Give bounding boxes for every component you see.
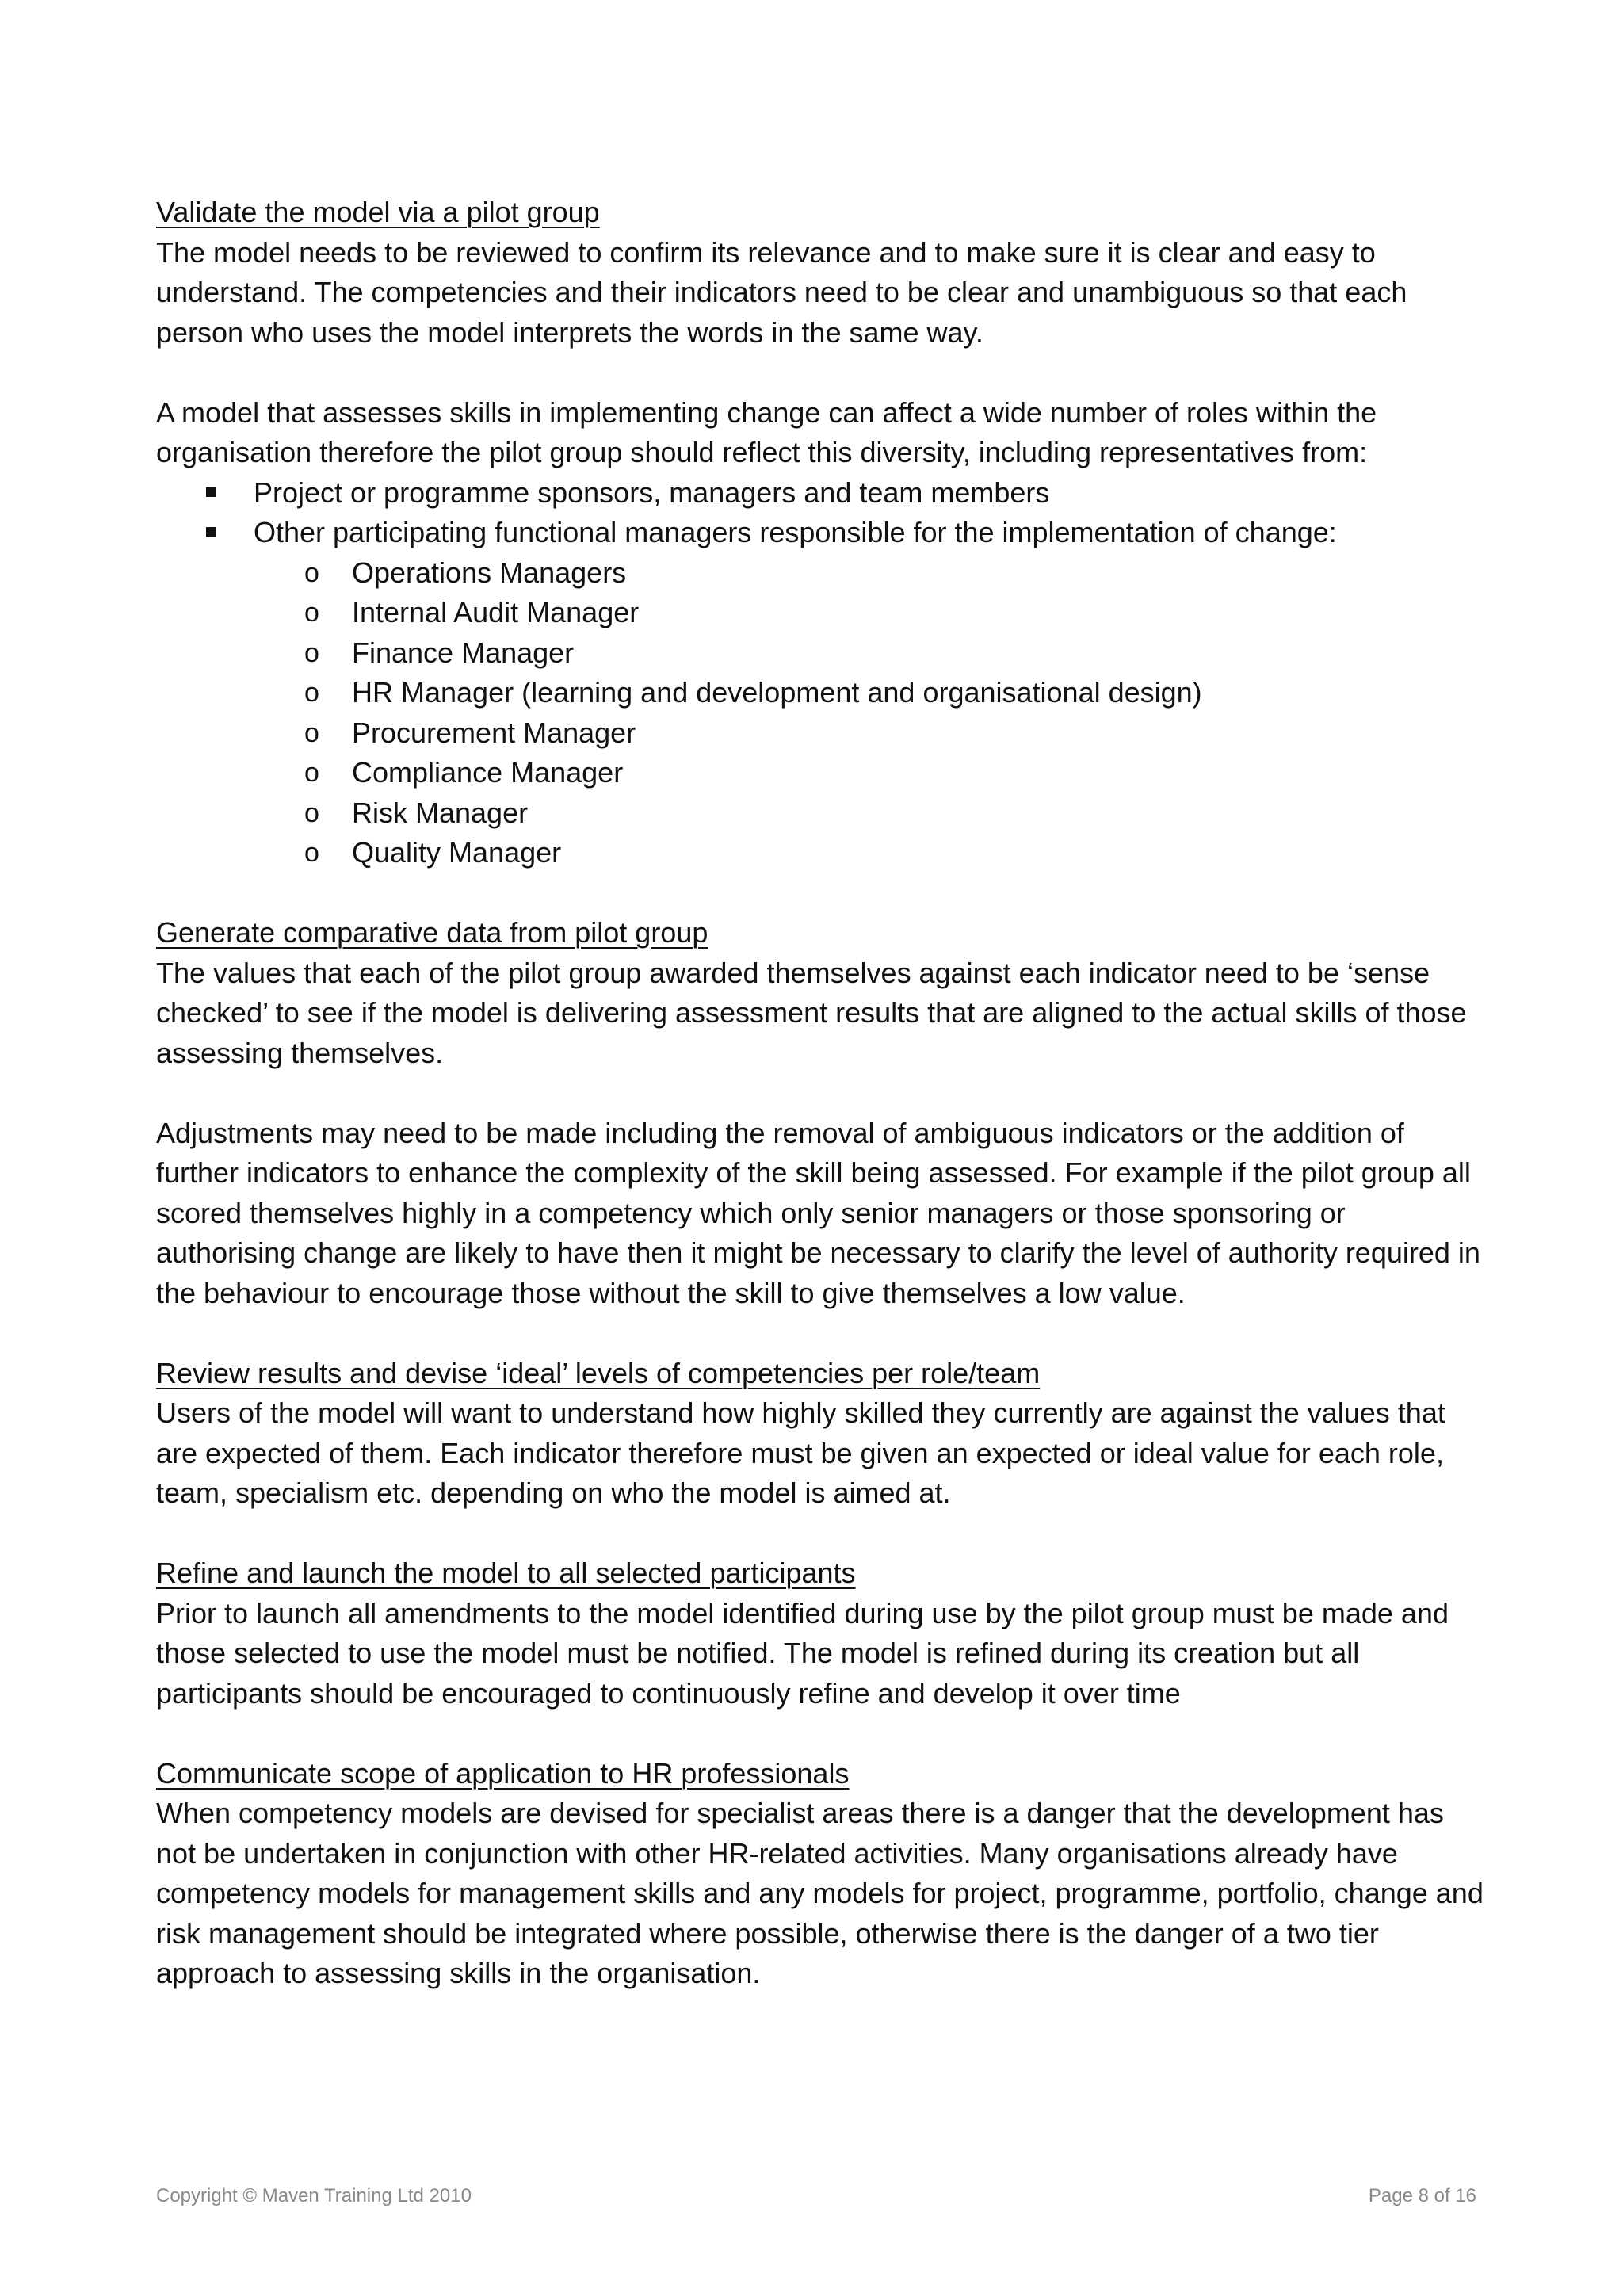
paragraph: Adjustments may need to be made including the removal of ambiguous indicators or the addition of further indicators to enhance the complexity of the skill being assessed. For example if the pilot group all scored themselves highly in a competency which only senior managers or those sponsoring or authorising change are likely to have then it might be necessary to clarify the level of authority required in the behaviour to encourage those without the skill to give themselves a low value. bbox=[156, 1116, 1480, 1309]
paragraph: A model that assesses skills in implementing change can affect a wide number of roles within the organisation therefore the pilot group should reflect this diversity, including representatives from: bbox=[156, 395, 1377, 468]
section-heading: Communicate scope of application to HR professionals bbox=[156, 1756, 850, 1790]
section-heading: Generate comparative data from pilot group bbox=[156, 916, 708, 949]
list-item: Other participating functional managers responsible for the implementation of change: o Operations Managers o Internal Audit Manager o Finance Manager o HR Manager (learning and development and organisational design) o Procurement Manager o Compliance Manager o Risk Manager o Quality Manager bbox=[254, 513, 1487, 873]
footer-page-number: Page 8 of 16 bbox=[1368, 2185, 1476, 2206]
circle-bullet-icon: o bbox=[304, 758, 319, 788]
circle-bullet-icon: o bbox=[304, 637, 319, 668]
sub-list-item: o Procurement Manager bbox=[352, 713, 1487, 754]
sub-bullet-list bbox=[254, 553, 1487, 873]
footer-copyright: Copyright © Maven Training Ltd 2010 bbox=[156, 2185, 472, 2206]
circle-bullet-icon: o bbox=[304, 598, 319, 628]
sub-list-item: o Internal Audit Manager bbox=[352, 593, 1487, 633]
circle-bullet-icon: o bbox=[304, 557, 319, 588]
bullet-list bbox=[156, 473, 1487, 873]
paragraph: Prior to launch all amendments to the model identified during use by the pilot group must be made and those selected to use the model must be notified. The model is refined during its creation but all participants should be encouraged to continuously refine and develop it over time bbox=[156, 1596, 1449, 1710]
paragraph: When competency models are devised for specialist areas there is a danger that the development has not be undertaken in conjunction with other HR-related activities. Many organisations already have competency models for management skills and any models for project, programme, portfolio, change and risk management should be integrated where possible, otherwise there is the danger of a two tier approach to assessing skills in the organisation. bbox=[156, 1797, 1484, 1989]
sub-list-item: o HR Manager (learning and development and organisational design) bbox=[352, 673, 1487, 713]
section-heading: Refine and launch the model to all selected participants bbox=[156, 1557, 856, 1589]
sub-list-item: o Risk Manager bbox=[352, 793, 1487, 834]
sub-list-item: o Finance Manager bbox=[352, 633, 1487, 674]
paragraph: The model needs to be reviewed to confirm its relevance and to make sure it is clear and easy to understand. The competencies and their indicators need to be clear and unambiguous so that each person who uses the model interprets the words in the same way. bbox=[156, 235, 1407, 349]
circle-bullet-icon: o bbox=[304, 838, 319, 868]
square-bullet-icon bbox=[206, 527, 216, 537]
list-item: Project or programme sponsors, managers and team members bbox=[254, 473, 1487, 514]
sub-list-item: o Compliance Manager bbox=[352, 753, 1487, 793]
paragraph: Users of the model will want to understand how highly skilled they currently are against the values that are expected of them. Each indicator therefore must be given an expected or ideal value for each role, team, specialism etc. depending on who the model is aimed at. bbox=[156, 1396, 1445, 1509]
sub-list-item: o Quality Manager bbox=[352, 833, 1487, 873]
document-body bbox=[156, 193, 1487, 1994]
circle-bullet-icon: o bbox=[304, 717, 319, 748]
sub-list-item: o Operations Managers bbox=[352, 553, 1487, 594]
circle-bullet-icon: o bbox=[304, 797, 319, 828]
paragraph: The values that each of the pilot group awarded themselves against each indicator need to be ‘sense checked’ to see if the model is delivering assessment results that are aligned to the actual skills of those assessing themselves. bbox=[156, 956, 1467, 1069]
section-heading: Validate the model via a pilot group bbox=[156, 196, 600, 228]
section-heading: Review results and devise ‘ideal’ levels of competencies per role/team bbox=[156, 1356, 1041, 1389]
square-bullet-icon bbox=[206, 487, 216, 497]
circle-bullet-icon: o bbox=[304, 678, 319, 708]
